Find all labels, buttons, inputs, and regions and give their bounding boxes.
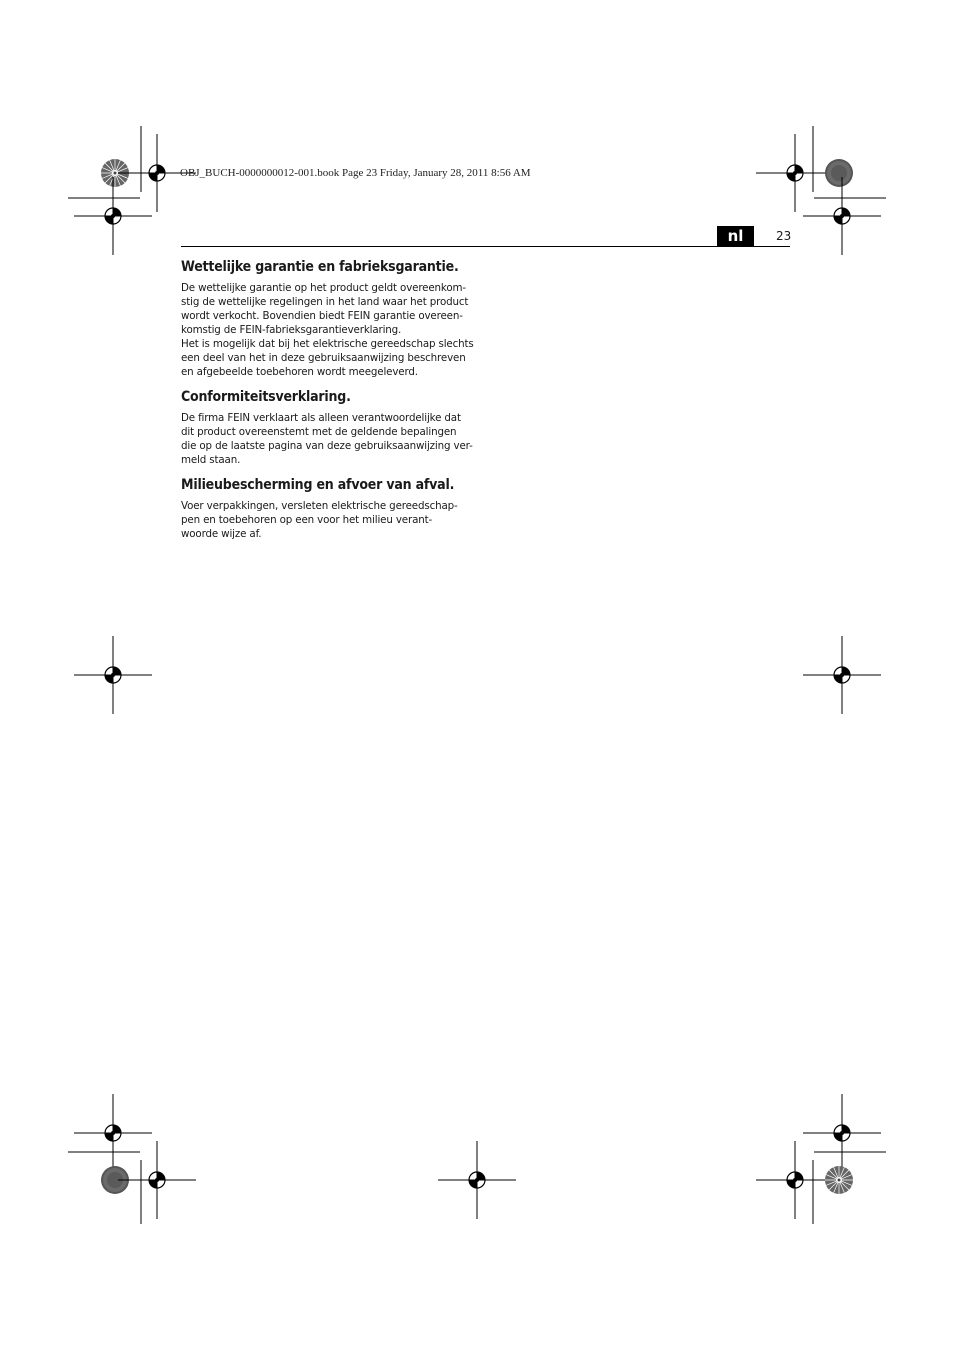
paragraph: De wettelijke garantie op het product geldt overeenkom- stig de wettelijke regelingen in het land waar het product wordt verkocht. Bovendien biedt FEIN garantie overeen- komstig de FEIN-fabrieksgarantieverklaring. bbox=[181, 282, 469, 336]
paragraph: Het is mogelijk dat bij het elektrische gereedschap slechts een deel van het in deze gebruiksaanwijzing beschreven en afgebeelde toebehoren wordt meegeleverd. bbox=[181, 338, 474, 378]
section-heading: Wettelijke garantie en fabrieksgarantie. bbox=[181, 259, 459, 275]
page-number: 23 bbox=[776, 229, 792, 243]
language-badge: nl bbox=[717, 226, 754, 247]
paragraph: Voer verpakkingen, versleten elektrische gereedschap- pen en toebehoren op een voor het milieu verant- woorde wijze af. bbox=[181, 500, 458, 540]
section-warranty bbox=[181, 258, 481, 379]
book-slug: OBJ_BUCH-0000000012-001.book Page 23 Friday, January 28, 2011 8:56 AM bbox=[180, 167, 531, 179]
paragraph: De firma FEIN verklaart als alleen verantwoordelijke dat dit product overeenstemt met de geldende bepalingen die op de laatste pagina van deze gebruiksaanwijzing ver- meld staan. bbox=[181, 412, 473, 466]
section-heading: Milieubescherming en afvoer van afval. bbox=[181, 477, 455, 493]
header-rule bbox=[181, 246, 790, 247]
section-heading: Conformiteitsverklaring. bbox=[181, 389, 351, 405]
section-environment bbox=[181, 476, 481, 541]
section-conformity bbox=[181, 388, 481, 467]
text-column bbox=[181, 258, 481, 550]
